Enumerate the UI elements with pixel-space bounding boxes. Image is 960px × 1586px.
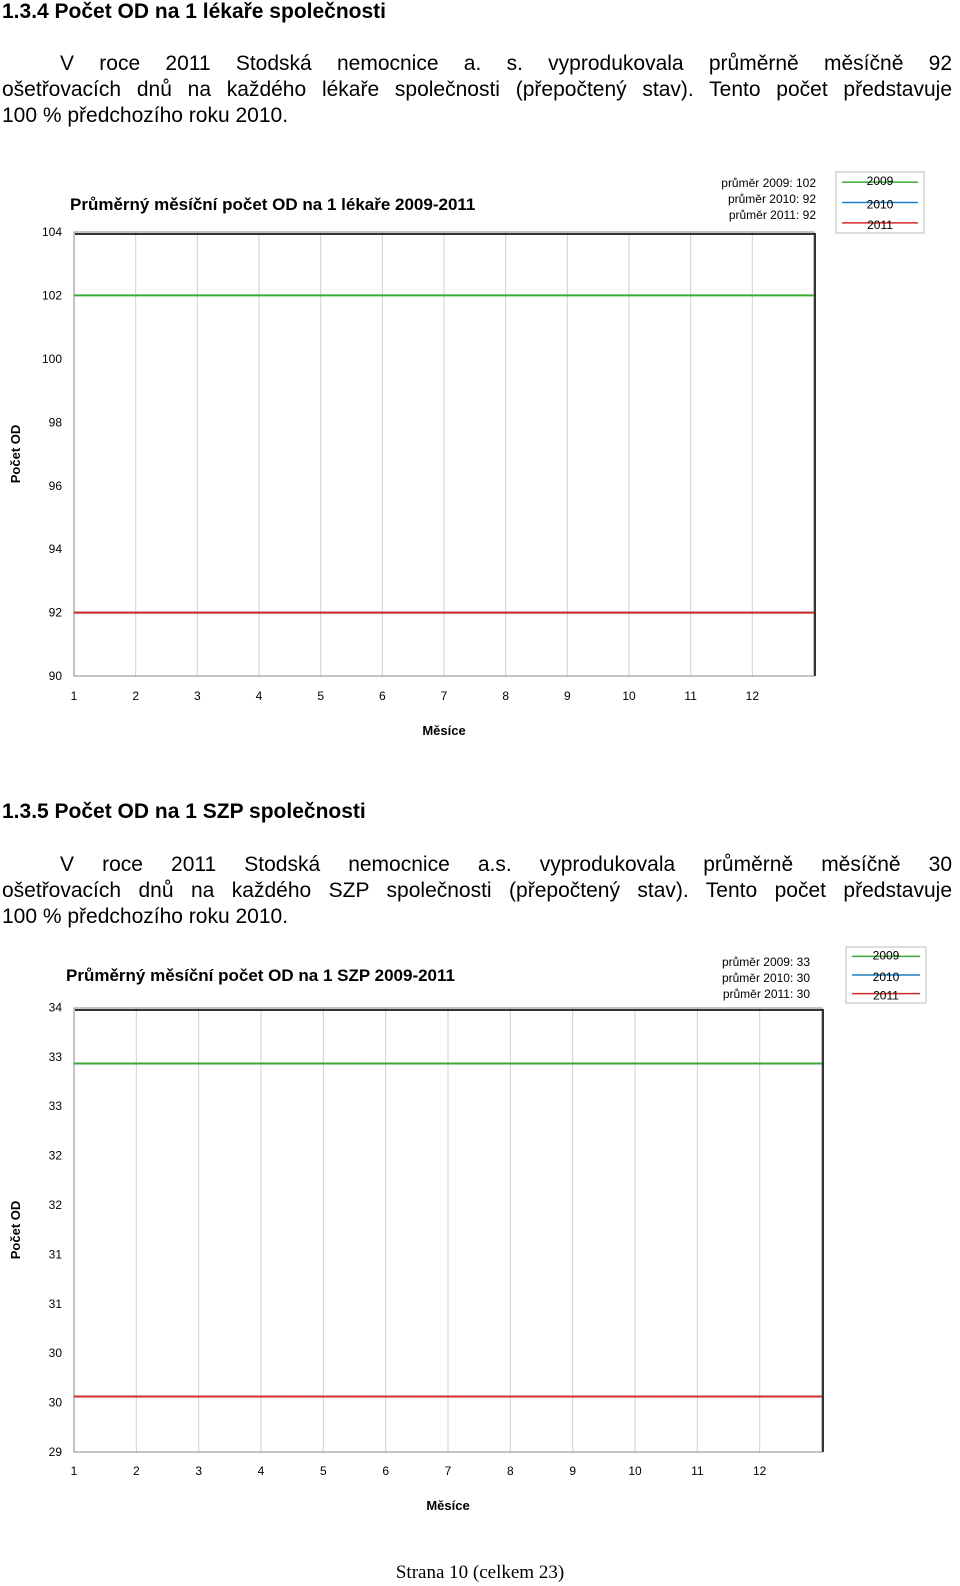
x-tick-label: 5 (317, 689, 325, 703)
paragraph-line: ošetřovacích dnů na každého SZP společnosti (přepočtený stav). Tento počet představuje (2, 879, 952, 902)
x-axis-label: Měsíce (422, 723, 466, 738)
paragraph-line: ošetřovacích dnů na každého lékaře společnosti (přepočtený stav). Tento počet představuje (2, 78, 952, 101)
chart-doctors (0, 160, 960, 750)
y-tick-label: 100 (41, 352, 62, 366)
legend-label-2010: 2010 (872, 970, 900, 984)
x-tick-label: 7 (444, 1464, 452, 1478)
y-tick-label: 102 (41, 288, 62, 303)
section-heading-doctors: 1.3.4 Počet OD na 1 lékaře společnosti (2, 0, 386, 23)
average-label: průměr 2011: 92 (728, 208, 816, 222)
x-tick-label: 10 (622, 689, 636, 703)
section-paragraph-doctors (2, 51, 952, 129)
legend-label-2011: 2011 (873, 988, 899, 1003)
paragraph-line: V roce 2011 Stodská nemocnice a. s. vyprodukovala průměrně měsíčně 92 (60, 52, 952, 75)
x-tick-label: 8 (506, 1464, 514, 1478)
y-tick-label: 32 (48, 1148, 62, 1163)
x-tick-label: 12 (752, 1464, 767, 1478)
x-tick-label: 8 (502, 689, 510, 703)
x-tick-label: 1 (70, 1464, 78, 1478)
x-tick-label: 4 (257, 1464, 265, 1478)
x-tick-label: 11 (691, 1464, 704, 1478)
chart-nurses (0, 940, 960, 1530)
y-tick-label: 33 (48, 1099, 62, 1114)
legend-label-2010: 2010 (866, 197, 894, 212)
average-label: průměr 2009: 102 (721, 176, 816, 190)
y-tick-label: 92 (48, 605, 62, 620)
x-tick-label: 9 (563, 689, 571, 703)
x-tick-label: 3 (195, 1464, 203, 1478)
average-label: průměr 2010: 30 (721, 971, 810, 985)
y-tick-label: 94 (48, 542, 62, 557)
chart-title: Průměrný měsíční počet OD na 1 SZP 2009-2011 (66, 966, 455, 985)
paragraph-line: V roce 2011 Stodská nemocnice a.s. vyprodukovala průměrně měsíčně 30 (60, 853, 952, 876)
x-tick-label: 9 (569, 1464, 577, 1478)
y-tick-label: 32 (48, 1198, 62, 1212)
average-label: průměr 2010: 92 (727, 192, 816, 206)
legend-label-2009: 2009 (866, 174, 894, 189)
section-heading-nurses: 1.3.5 Počet OD na 1 SZP společnosti (2, 800, 366, 823)
paragraph-line: 100 % předchozího roku 2010. (2, 104, 289, 127)
x-tick-label: 4 (255, 689, 263, 703)
y-tick-label: 31 (48, 1247, 62, 1262)
average-label: průměr 2009: 33 (721, 955, 810, 969)
x-tick-label: 3 (193, 689, 201, 703)
x-tick-label: 1 (70, 689, 78, 703)
x-tick-label: 10 (628, 1464, 642, 1478)
x-tick-label: 5 (319, 1464, 327, 1478)
legend-label-2011: 2011 (867, 217, 893, 232)
x-axis-label: Měsíce (426, 1498, 470, 1513)
x-tick-label: 12 (745, 689, 760, 703)
y-tick-label: 34 (48, 1000, 62, 1015)
y-tick-label: 33 (48, 1049, 62, 1064)
legend-label-2009: 2009 (872, 948, 900, 963)
y-axis-label: Počet OD (8, 1200, 23, 1260)
y-tick-label: 96 (48, 478, 62, 493)
y-tick-label: 30 (48, 1395, 62, 1410)
x-tick-label: 6 (382, 1464, 390, 1478)
y-tick-label: 98 (48, 415, 62, 430)
y-tick-label: 30 (48, 1346, 62, 1361)
y-axis-label: Počet OD (8, 424, 23, 484)
y-tick-label: 31 (48, 1296, 62, 1311)
y-tick-label: 104 (41, 225, 62, 240)
x-tick-label: 11 (684, 689, 697, 703)
y-tick-label: 90 (48, 669, 62, 683)
x-tick-label: 6 (378, 689, 386, 703)
x-tick-label: 2 (132, 1464, 140, 1478)
page-footer: Strana 10 (celkem 23) (395, 1562, 565, 1583)
section-paragraph-nurses (2, 852, 952, 930)
x-tick-label: 7 (440, 689, 448, 703)
y-tick-label: 29 (48, 1445, 62, 1459)
chart-title: Průměrný měsíční počet OD na 1 lékaře 2009-2011 (70, 195, 476, 214)
x-tick-label: 2 (132, 689, 140, 703)
paragraph-line: 100 % předchozího roku 2010. (2, 905, 289, 928)
average-label: průměr 2011: 30 (722, 987, 810, 1001)
